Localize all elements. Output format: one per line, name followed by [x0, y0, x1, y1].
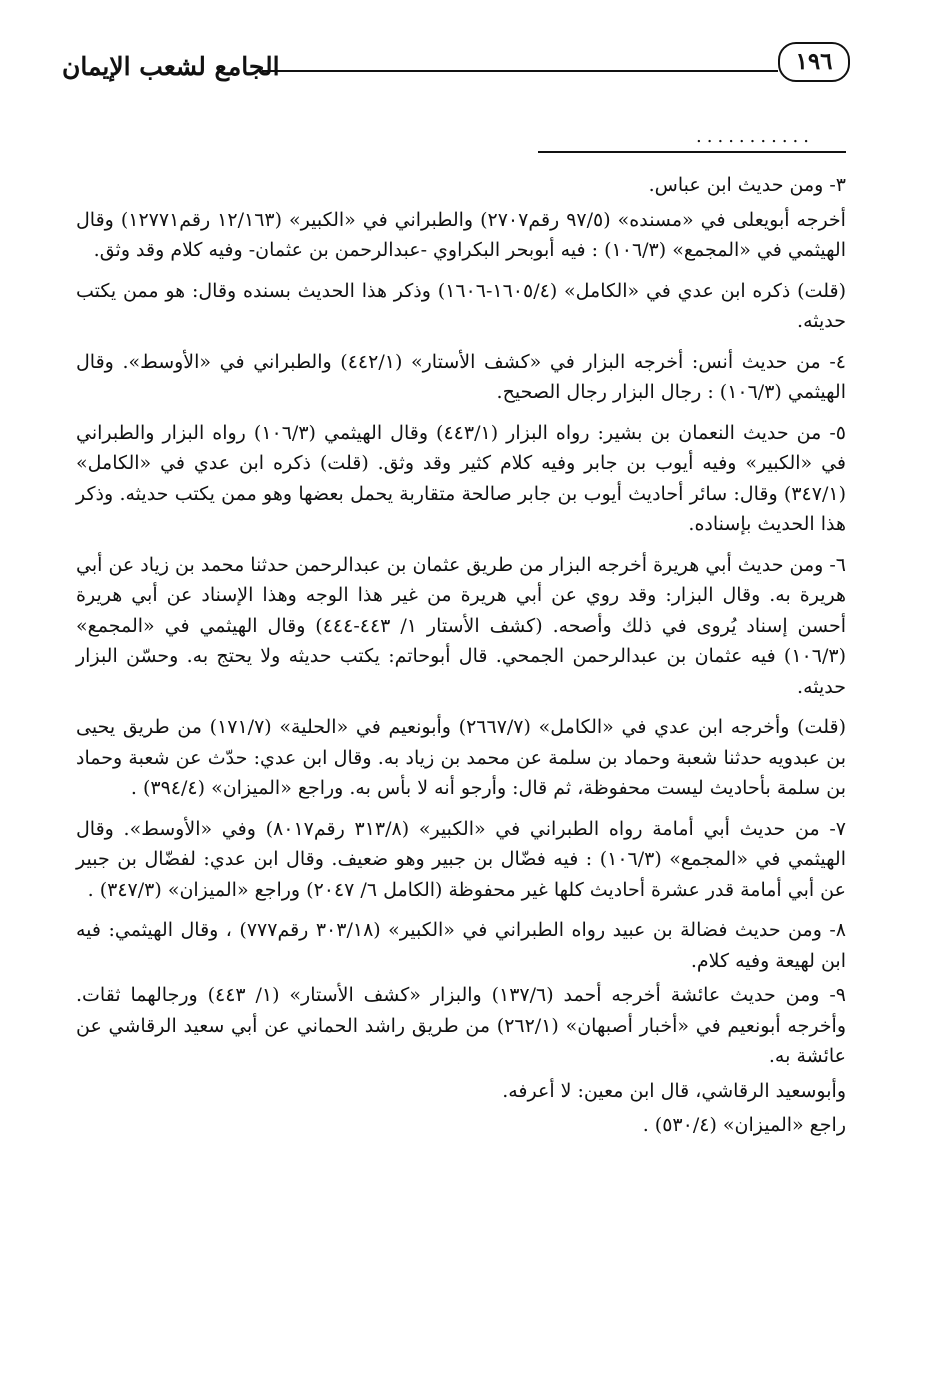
note-5: ٥- من حديث النعمان بن بشير: رواه البزار (٤٤٣/١) وقال الهيثمي (١٠٦/٣) رواه البزار والطبراني في «الكبير» وفيه أيوب بن جابر وفيه كلام كثير وقد وثق. (قلت) ذكره ابن عدي في «الكامل» (٣٤٧/١) وقال: سائر أحاديث أيوب بن جابر صالحة متقاربة يحمل بعضها وهو ممن يكتب حديثه. وذكر هذا الحديث بإسناده.	[76, 421, 846, 535]
note-9: ٩- ومن حديث عائشة أخرجه أحمد (١٣٧/٦) والبزار «كشف الأستار» (١/ ٤٤٣) ورجالهما ثقات. وأخرجه أبونعيم في «أخبار أصبهان» (٢٦٢/١) من طريق راشد الحماني عن أبي سعيد الرقاشي عن عائشة به.	[76, 984, 846, 1067]
note-8: ٨- ومن حديث فضالة بن عبيد رواه الطبراني في «الكبير» (٣٠٣/١٨ رقم٧٧٧) ، وقال الهيثمي: فيه ابن لهيعة وفيه كلام.	[76, 919, 846, 972]
separator-line	[538, 151, 846, 153]
header-rule	[262, 70, 778, 72]
note-6: ٦- ومن حديث أبي هريرة أخرجه البزار من طريق عثمان بن عبدالرحمن حدثنا محمد بن زياد عن أبي هريرة به. وقال البزار: وقد روي عن أبي هريرة من غير هذا الوجه وهذا الإسناد عن أبي هريرة أحسن إسناد يُروى في ذلك وأصحه. (كشف الأستار ١/ ٤٤٣-٤٤٤) وقال الهيثمي في «المجمع» (١٠٦/٣) فيه عثمان بن عبدالرحمن الجمحي. قال أبوحاتم: يكتب حديثه ولا يحتج به. وحسّن البزار حديثه.	[76, 553, 846, 698]
running-header	[62, 42, 850, 90]
footnote-separator	[538, 128, 846, 158]
note-6-comment: (قلت) وأخرجه ابن عدي في «الكامل» (٢٦٦٧/٧) وأبونعيم في «الحلية» (١٧١/٧) من طريق يحيى بن عبدويه حدثنا شعبة وحماد بن سلمة عن محمد بن زياد به. وقال ابن عدي: حدّث عن شعبة وحماد بن سلمة بأحاديث ليست محفوظة، ثم قال: وأرجو أنه لا بأس به. وراجع «الميزان» (٣٩٤/٤) .	[76, 716, 846, 799]
note-9-narrator: وأبوسعيد الرقاشي، قال ابن معين: لا أعرفه.	[502, 1079, 846, 1102]
note-9-reference: راجع «الميزان» (٥٣٠/٤) .	[642, 1114, 846, 1136]
note-7: ٧- من حديث أبي أمامة رواه الطبراني في «الكبير» (٣١٣/٨ رقم٨٠١٧) وفي «الأوسط». وقال الهيثمي في «المجمع» (١٠٦/٣) : فيه فضّال بن جبير وهو ضعيف. وقال ابن عدي: لفضّال بن جبير عن أبي أمامة قدر عشرة أحاديث كلها غير محفوظة (الكامل ٦/ ٢٠٤٧) وراجع «الميزان» (٣٤٧/٣) .	[76, 817, 847, 901]
page-number: ١٩٦	[778, 42, 850, 82]
note-4: ٤- من حديث أنس: أخرجه البزار في «كشف الأستار» (٤٤٢/١) والطبراني في «الأوسط». وقال الهيثمي (١٠٦/٣) : رجال البزار رجال الصحيح.	[76, 350, 846, 403]
note-3-takhrij: أخرجه أبويعلى في «مسنده» (٩٧/٥ رقم٢٧٠٧) والطبراني في «الكبير» (١٢/١٦٣ رقم١٢٧٧١) وقال الهيثمي في «المجمع» (١٠٦/٣) : فيه أبوبحر البكراوي -عبدالرحمن بن عثمان- وفيه كلام وقد وثق.	[76, 208, 846, 261]
note-3-comment: (قلت) ذكره ابن عدي في «الكامل» (١٦٠٥/٤-١٦٠٦) وذكر هذا الحديث بسنده وقال: هو ممن يكتب حديثه.	[76, 279, 846, 332]
note-3-heading: ٣- ومن حديث ابن عباس.	[648, 174, 846, 196]
book-title: الجامع لشعب الإيمان	[62, 52, 280, 81]
footnotes-body	[76, 170, 846, 1145]
separator-dots: ...........	[696, 126, 814, 147]
